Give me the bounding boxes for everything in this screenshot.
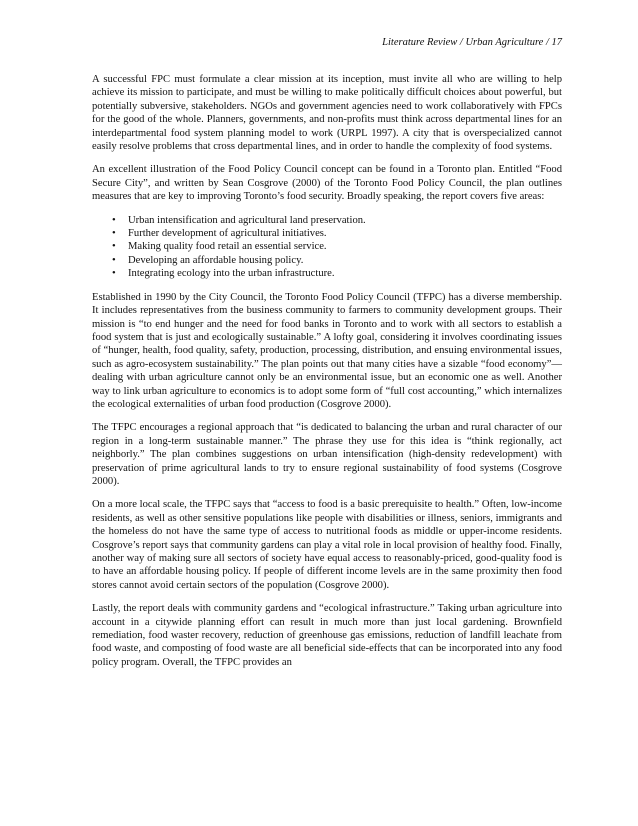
running-header: Literature Review / Urban Agriculture / 17 [382,37,562,48]
five-areas-list [92,214,562,281]
bullet-icon: • [112,268,116,280]
list-item: • Integrating ecology into the urban infrastructure. [112,268,335,280]
paragraph-local-scale: On a more local scale, the TFPC says that “access to food is a basic prerequisite to health.” Often, low-income residents, as well as other sensitive populations like people with disabilities or illness, seniors, immigrants and the homeless do not have the same type of access to nutritional foods as middle or upper-income residents. Cosgrove’s report says that community gardens can play a vital role in local provision of healthy food. Finally, another way of making sure all sectors of society have equal access to reasonably-priced, good-quality food is to have an affordable housing policy. If people of different income levels are in the same proximity then food stores cannot avoid certain sectors of the population (Cosgrove 2000). [92,499,562,591]
paragraph-toronto-plan: An excellent illustration of the Food Policy Council concept can be found in a Toronto plan. Entitled “Food Secure City”, and written by Sean Cosgrove (2000) of the Toronto Food Policy Council, the plan outlines measures that are key to improving Toronto’s food security. Broadly speaking, the report covers five areas: [92,164,562,203]
bullet-icon: • [112,241,116,253]
list-item: • Further development of agricultural initiatives. [112,228,327,240]
list-item: • Urban intensification and agricultural land preservation. [112,214,366,226]
list-item: • Developing an affordable housing policy. [112,254,304,266]
paragraph-fpc-mission: A successful FPC must formulate a clear mission at its inception, must invite all who are willing to help achieve its mission to participate, and must be willing to make politically difficult choices about powerful, but potentially subversive, stakeholders. NGOs and government agencies need to work collaboratively with FPCs for the good of the whole. Planners, governments, and non-profits must think across departmental lines for an interdepartmental food system planning model to work (URPL 1997). A city that is overspecialized cannot easily resolve problems that cross departmental lines, and in order to handle the complexity of food systems. [92,74,562,153]
paragraph-community-gardens: Lastly, the report deals with community gardens and “ecological infrastructure.” Taking urban agriculture into account in a citywide planning effort can result in much more than just local gardening. Brownfield remediation, food waster recovery, reduction of greenhouse gas emissions, reduction of landfill leachate from food waste, and composting of food waste are all beneficial side-effects that can be incorporated into any food policy program. Overall, the TFPC provides an [92,603,562,668]
document-page [92,36,562,679]
list-item: • Making quality food retail an essential service. [112,241,327,253]
paragraph-regional-approach: The TFPC encourages a regional approach that “is dedicated to balancing the urban and rural character of our region in a long-term sustainable manner.” The phrase they use for this idea is “think regionally, act neighborly.” The plan combines suggestions on urban intensification (high-density redevelopment) with preservation of prime agricultural lands to try to ensure regional sustainability of food systems (Cosgrove 2000). [92,422,562,487]
bullet-icon: • [112,228,116,240]
bullet-icon: • [112,254,116,266]
bullet-icon: • [112,214,116,226]
paragraph-tfpc-established: Established in 1990 by the City Council, the Toronto Food Policy Council (TFPC) has a diverse membership. It includes representatives from the business community to farmers to community development groups. Their mission is “to end hunger and the need for food banks in Toronto and to work with all sectors to establish a food system that is just and ecologically sustainable.” A lofty goal, considering it involves coordinating issues of “hunger, health, food quality, safety, production, processing, distribution, and ensuing environmental issues, such as agro-ecosystem sustainability.” The plan points out that many cities have a sizable “food economy”—dealing with urban agriculture cannot only be an environmental issue, but an economic one as well. Another way to link urban agriculture to economics is to adopt some form of “full cost accounting,” which internalizes the ecological externalities of urban food production (Cosgrove 2000). [92,291,562,410]
